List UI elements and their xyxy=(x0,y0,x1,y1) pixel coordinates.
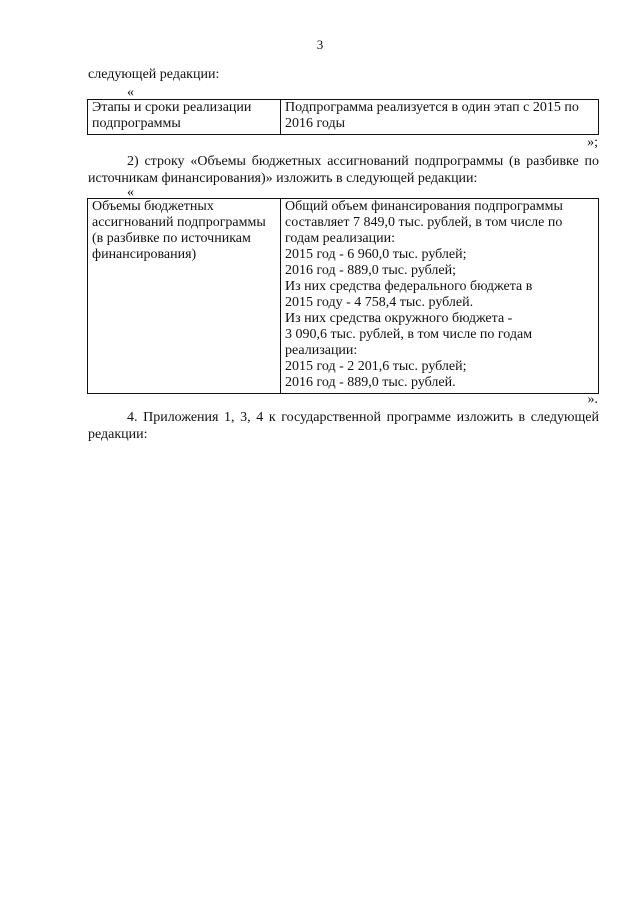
item2-line1: 2) строку «Объемы бюджетных ассигнований подпрограммы (в разбивке по xyxy=(127,154,599,169)
item4-line2: редакции: xyxy=(88,427,148,442)
stages-table xyxy=(87,99,599,135)
cell-line: 3 090,6 тыс. рублей, в том числе по годам xyxy=(285,327,533,342)
item2-line2: источникам финансирования)» изложить в следующей редакции: xyxy=(88,171,478,186)
table-row xyxy=(88,100,599,135)
stages-value-cell xyxy=(281,100,599,135)
cell-line: финансирования) xyxy=(92,247,197,262)
table1-close-quote: »; xyxy=(587,135,598,150)
cell-line: Объемы бюджетных xyxy=(92,199,214,214)
stages-label-cell xyxy=(88,100,281,135)
budget-value-cell xyxy=(281,199,599,394)
cell-line: Этапы и сроки реализации xyxy=(92,100,252,115)
cell-line: составляет 7 849,0 тыс. рублей, в том числе по xyxy=(285,215,563,230)
cell-line: Общий объем финансирования подпрограммы xyxy=(285,199,563,214)
cell-line: Из них средства окружного бюджета - xyxy=(285,311,513,326)
cell-line: 2015 году - 4 758,4 тыс. рублей. xyxy=(285,295,474,310)
cell-line: (в разбивке по источникам xyxy=(92,231,251,246)
cell-line: Из них средства федерального бюджета в xyxy=(285,279,533,294)
intro-text: следующей редакции: xyxy=(88,67,220,82)
cell-line: 2016 годы xyxy=(285,116,346,131)
budget-label-cell xyxy=(88,199,281,394)
cell-line: 2016 год - 889,0 тыс. рублей; xyxy=(285,263,457,278)
page-number: 3 xyxy=(316,37,324,52)
budget-table xyxy=(87,198,599,394)
table2-close-quote: ». xyxy=(587,392,598,407)
cell-line: ассигнований подпрограммы xyxy=(92,215,266,230)
cell-line: реализации: xyxy=(285,343,358,358)
cell-line: годам реализации: xyxy=(285,231,395,246)
table-row xyxy=(88,199,599,394)
cell-line: Подпрограмма реализуется в один этап с 2015 по xyxy=(285,100,579,115)
cell-line: подпрограммы xyxy=(92,116,181,131)
table2-open-quote: « xyxy=(127,185,134,200)
cell-line: 2015 год - 2 201,6 тыс. рублей; xyxy=(285,359,467,374)
table1-open-quote: « xyxy=(127,85,134,100)
cell-line: 2016 год - 889,0 тыс. рублей. xyxy=(285,375,456,390)
item4-line1: 4. Приложения 1, 3, 4 к государственной программе изложить в следующей xyxy=(127,410,599,425)
cell-line: 2015 год - 6 960,0 тыс. рублей; xyxy=(285,247,467,262)
